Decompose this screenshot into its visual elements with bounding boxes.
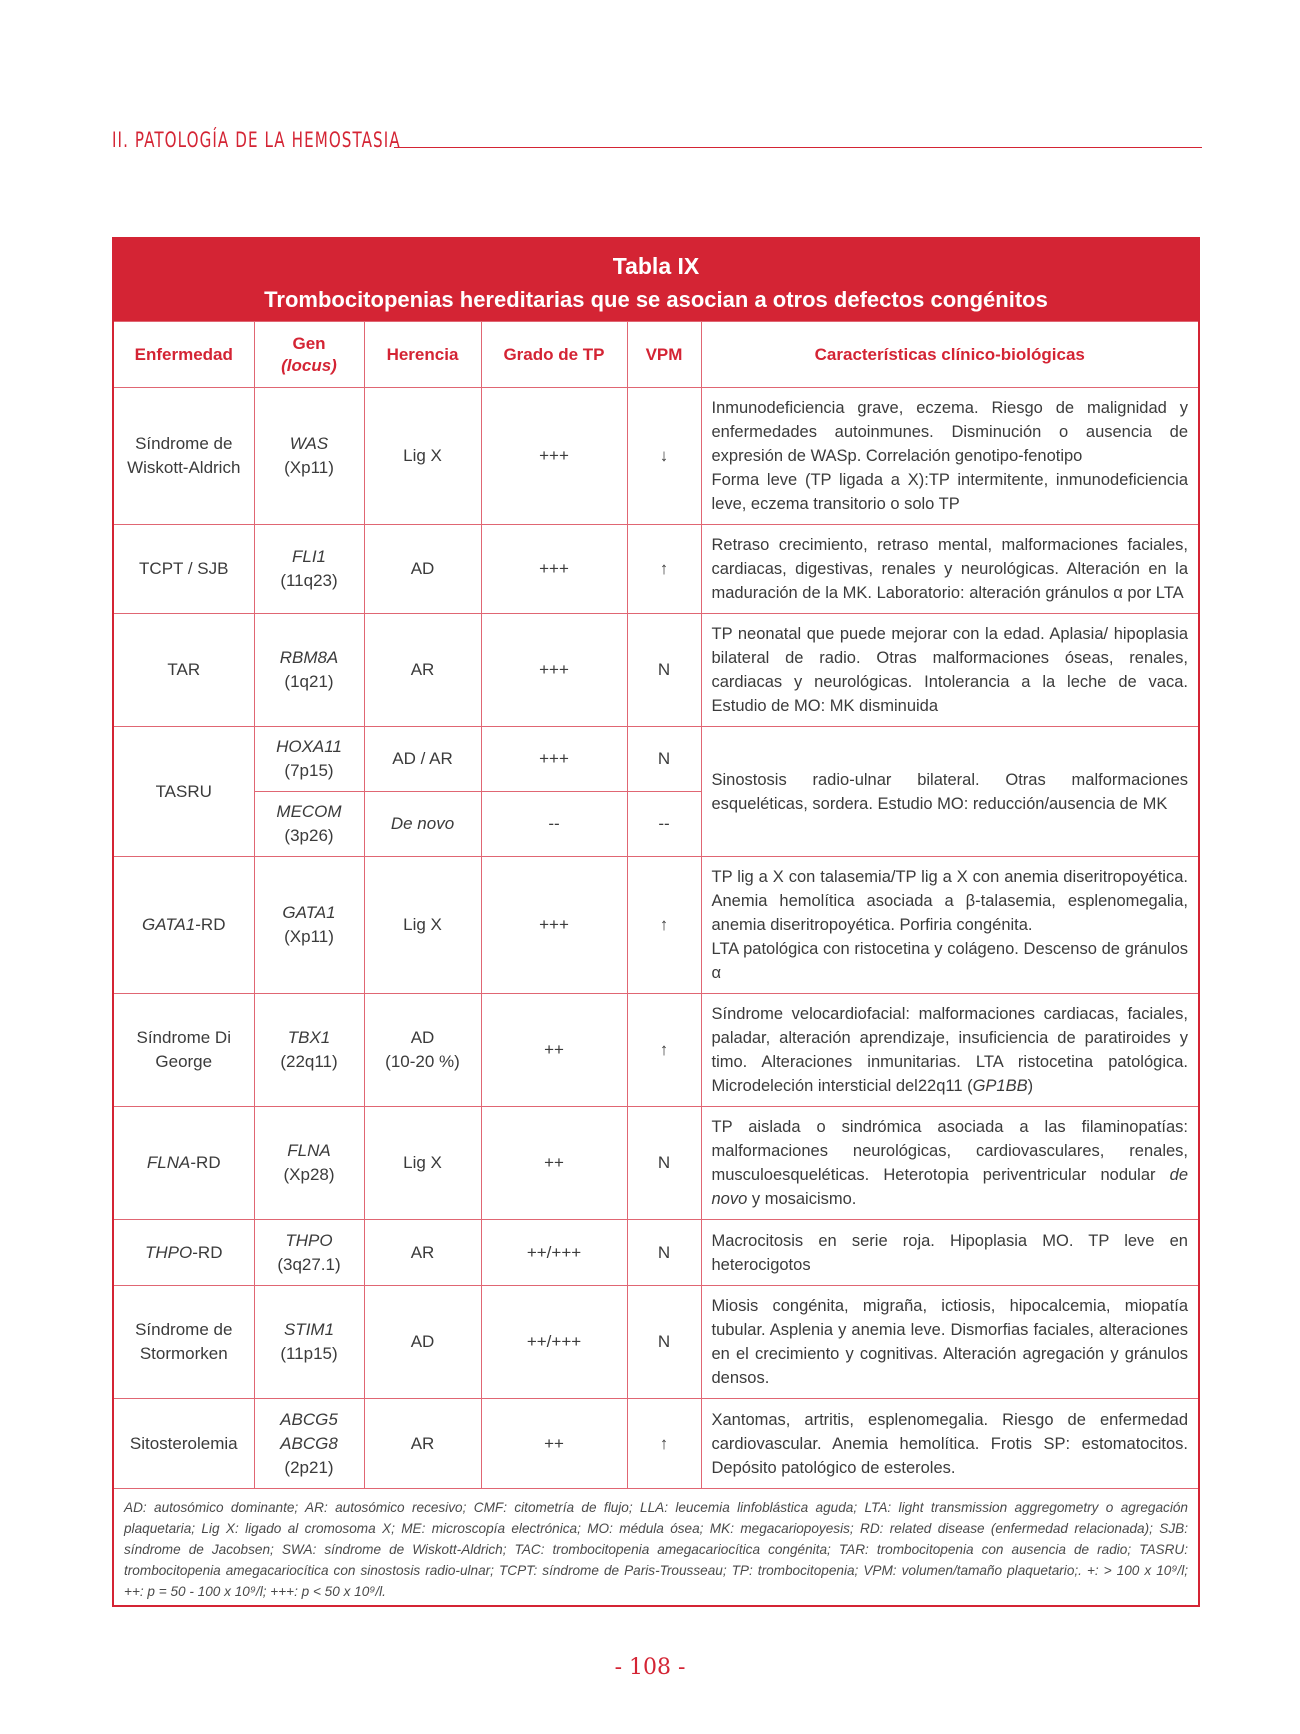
table-footnote: AD: autosómico dominante; AR: autosómico recesivo; CMF: citometría de flujo; LLA: leucemia linfoblástica aguda; LTA: light transmission aggregometry o agregación plaquetaria; Lig X: ligado al cromosoma X; ME: microscopía electrónica; MO: médula ósea; MK: megacariopoyesis; RD: related disease (enfermedad relacionada); SJB: síndrome de Jacobsen; SWA: síndrome de Wiskott-Aldrich; TAC: trombocitopenia amegacariocítica congénita; TAR: trombocitopenia con ausencia de radio; TASRU: trombocitopenia amegacariocítica con sinostosis radio-ulnar; TCPT: síndrome de Paris-Trousseau; TP: trombocitopenia; VPM: volumen/tamaño plaquetario;. +: > 100 x 10⁹/l; ++: p = 50 - 100 x 10⁹/l; +++: p < 50 x 10⁹/l. bbox=[124, 1500, 1188, 1599]
cell-desc: Síndrome velocardiofacial: malformaciones cardiacas, faciales, paladar, alteración aprendizaje, insuficiencia de paratiroides y timo. Alteraciones inmunitarias. LTA ristocetina patológica. Microdeleción intersticial del22q11 (GP1BB) bbox=[701, 994, 1198, 1107]
desc-gene: GP1BB bbox=[972, 1077, 1028, 1095]
section-title: II. PATOLOGÍA DE LA HEMOSTASIA bbox=[112, 128, 401, 152]
cell-vpm: -- bbox=[627, 792, 701, 857]
cell-gen bbox=[254, 1286, 364, 1399]
gene-name: GATA1 bbox=[282, 903, 336, 922]
running-head bbox=[112, 122, 1202, 152]
cell-desc: Miosis congénita, migraña, ictiosis, hipocalcemia, miopatía tubular. Asplenia y anemia leve. Dismorfias faciales, alteraciones en el crecimiento y cognitivas. Alteración agregación y gránulos densos. bbox=[701, 1286, 1198, 1399]
cell-grado: +++ bbox=[481, 727, 627, 792]
gene-locus: (Xp11) bbox=[284, 458, 334, 477]
disease-gene: THPO bbox=[145, 1242, 193, 1262]
table-row bbox=[114, 727, 1198, 792]
table-row bbox=[114, 388, 1198, 525]
gene-locus: (Xp11) bbox=[284, 927, 334, 946]
cell-enfermedad bbox=[114, 857, 254, 994]
herencia-percent: (10-20 %) bbox=[385, 1052, 460, 1071]
cell-gen bbox=[254, 1399, 364, 1489]
cell-grado: ++ bbox=[481, 1107, 627, 1220]
col-caracteristicas: Características clínico-biológicas bbox=[701, 322, 1198, 388]
col-gen bbox=[254, 322, 364, 388]
herencia-value: AD bbox=[410, 1028, 435, 1047]
col-enfermedad: Enfermedad bbox=[114, 322, 254, 388]
table-row bbox=[114, 1399, 1198, 1489]
header-row bbox=[114, 322, 1198, 388]
gene-name: THPO bbox=[285, 1230, 333, 1250]
cell-enfermedad: Sitosterolemia bbox=[114, 1399, 254, 1489]
cell-vpm: ↑ bbox=[627, 857, 701, 994]
cell-gen bbox=[254, 614, 364, 727]
cell-gen bbox=[254, 857, 364, 994]
table-header-banner bbox=[114, 239, 1198, 321]
col-gen-sub: (locus) bbox=[281, 355, 337, 375]
cell-herencia: Lig X bbox=[364, 388, 481, 525]
col-gen-label: Gen bbox=[292, 333, 326, 353]
cell-gen bbox=[254, 994, 364, 1107]
gene-name: HOXA11 bbox=[276, 737, 342, 756]
cell-vpm: ↑ bbox=[627, 525, 701, 614]
gene-locus: (3p26) bbox=[284, 826, 334, 845]
gene-locus: (22q11) bbox=[280, 1052, 338, 1071]
disease-gene: FLNA bbox=[146, 1153, 191, 1172]
gene-name: RBM8A bbox=[279, 648, 339, 667]
table-row bbox=[114, 994, 1198, 1107]
cell-vpm: ↓ bbox=[627, 388, 701, 525]
cell-herencia: AD / AR bbox=[364, 727, 481, 792]
col-grado: Grado de TP bbox=[481, 322, 627, 388]
disease-gene: GATA1 bbox=[142, 915, 196, 934]
cell-vpm: N bbox=[627, 1220, 701, 1286]
desc-end: y mosaicismo. bbox=[751, 1190, 857, 1208]
cell-desc bbox=[701, 1107, 1198, 1220]
cell-desc: Retraso crecimiento, retraso mental, malformaciones faciales, cardiacas, digestivas, renales y neurológicas. Alteración en la maduración de la MK. Laboratorio: alteración gránulos α por LTA bbox=[701, 525, 1198, 614]
page-number: - 108 - bbox=[614, 1655, 686, 1680]
desc-text-2: LTA patológica con ristocetina y colágeno. Descenso de gránulos α bbox=[711, 940, 1188, 982]
cell-vpm: N bbox=[627, 614, 701, 727]
cell-gen bbox=[254, 792, 364, 857]
cell-vpm: N bbox=[627, 1107, 701, 1220]
cell-grado: -- bbox=[481, 792, 627, 857]
desc-text: Síndrome velocardiofacial: malformaciones cardiacas, faciales, paladar, alteración aprendizaje, insuficiencia de paratiroides y timo. Alteraciones inmunitarias. LTA ristocetina patológica. Microdeleción intersticial del22q11 bbox=[711, 1005, 1188, 1095]
data-table bbox=[114, 321, 1198, 1489]
cell-herencia: Lig X bbox=[364, 1107, 481, 1220]
cell-herencia: AR bbox=[364, 1399, 481, 1489]
table-ix bbox=[112, 237, 1200, 1607]
gene-name: STIM1 bbox=[283, 1320, 335, 1339]
cell-enfermedad: Síndrome Di George bbox=[114, 994, 254, 1107]
col-vpm: VPM bbox=[627, 322, 701, 388]
desc-text-2: Forma leve (TP ligada a X):TP intermitente, inmunodeficiencia leve, eczema transitorio o solo TP bbox=[711, 471, 1188, 513]
desc-italic: de novo bbox=[711, 1166, 1188, 1208]
cell-enfermedad: Síndrome de Stormorken bbox=[114, 1286, 254, 1399]
cell-desc: Macrocitosis en serie roja. Hipoplasia MO. TP leve en heterocigotos bbox=[701, 1220, 1198, 1286]
cell-grado: ++/+++ bbox=[481, 1286, 627, 1399]
cell-grado: ++ bbox=[481, 994, 627, 1107]
disease-suffix: -RD bbox=[190, 1153, 221, 1172]
gene-name: WAS bbox=[289, 434, 329, 453]
table-row bbox=[114, 614, 1198, 727]
cell-gen bbox=[254, 525, 364, 614]
header-rule bbox=[394, 147, 1202, 148]
cell-gen bbox=[254, 1107, 364, 1220]
gene-locus: (7p15) bbox=[284, 761, 334, 780]
col-herencia: Herencia bbox=[364, 322, 481, 388]
cell-enfermedad bbox=[114, 1107, 254, 1220]
cell-grado: +++ bbox=[481, 388, 627, 525]
cell-enfermedad bbox=[114, 1220, 254, 1286]
disease-suffix: -RD bbox=[195, 915, 226, 934]
cell-herencia bbox=[364, 994, 481, 1107]
gene-name: TBX1 bbox=[287, 1028, 331, 1047]
cell-grado: +++ bbox=[481, 614, 627, 727]
cell-vpm: ↑ bbox=[627, 1399, 701, 1489]
gene-name: FLI1 bbox=[291, 547, 327, 566]
cell-herencia: De novo bbox=[364, 792, 481, 857]
cell-gen bbox=[254, 1220, 364, 1286]
gene-locus: (2p21) bbox=[284, 1457, 334, 1477]
gene-locus: (Xp28) bbox=[283, 1165, 335, 1184]
cell-gen bbox=[254, 388, 364, 525]
cell-herencia: AD bbox=[364, 525, 481, 614]
gene-name: ABCG5 bbox=[280, 1409, 338, 1429]
cell-desc: Xantomas, artritis, esplenomegalia. Riesgo de enfermedad cardiovascular. Anemia hemolítica. Frotis SP: estomatocitos. Depósito patológico de esteroles. bbox=[701, 1399, 1198, 1489]
cell-grado: +++ bbox=[481, 857, 627, 994]
gene-locus: (3q27.1) bbox=[277, 1254, 341, 1274]
disease-suffix: -RD bbox=[192, 1242, 223, 1262]
table-row bbox=[114, 525, 1198, 614]
cell-herencia: Lig X bbox=[364, 857, 481, 994]
cell-herencia: AR bbox=[364, 614, 481, 727]
cell-enfermedad: TASRU bbox=[114, 727, 254, 857]
gene-locus: (11p15) bbox=[280, 1344, 338, 1363]
gene-locus: (1q21) bbox=[284, 672, 334, 691]
table-row bbox=[114, 1220, 1198, 1286]
gene-name-2: ABCG8 bbox=[280, 1433, 338, 1453]
cell-herencia: AD bbox=[364, 1286, 481, 1399]
cell-enfermedad: Síndrome de Wiskott-Aldrich bbox=[114, 388, 254, 525]
gene-name: FLNA bbox=[287, 1141, 331, 1160]
desc-text: TP lig a X con talasemia/TP lig a X con anemia diseritropoyética. Anemia hemolítica asociada a β-talasemia, esplenomegalia, anemia diseritropoyética. Porfiria congénita. bbox=[711, 868, 1188, 934]
cell-herencia: AR bbox=[364, 1220, 481, 1286]
cell-desc bbox=[701, 857, 1198, 994]
cell-enfermedad: TAR bbox=[114, 614, 254, 727]
cell-grado: ++ bbox=[481, 1399, 627, 1489]
cell-vpm: N bbox=[627, 727, 701, 792]
cell-grado: ++/+++ bbox=[481, 1220, 627, 1286]
table-title: Tabla IX bbox=[612, 253, 700, 279]
table-row bbox=[114, 857, 1198, 994]
table-row bbox=[114, 1286, 1198, 1399]
cell-enfermedad: TCPT / SJB bbox=[114, 525, 254, 614]
cell-desc: TP neonatal que puede mejorar con la edad. Aplasia/ hipoplasia bilateral de radio. Otras malformaciones óseas, renales, cardiacas y neurológicas. Intolerancia a la leche de vaca. Estudio de MO: MK disminuida bbox=[701, 614, 1198, 727]
cell-desc bbox=[701, 388, 1198, 525]
table-subtitle: Trombocitopenias hereditarias que se asocian a otros defectos congénitos bbox=[264, 287, 1048, 312]
cell-gen bbox=[254, 727, 364, 792]
desc-text: TP aislada o sindrómica asociada a las filaminopatías: malformaciones neurológicas, cardiovasculares, renales, musculoesqueléticas. Heterotopia periventricular nodular bbox=[711, 1118, 1188, 1184]
cell-vpm: N bbox=[627, 1286, 701, 1399]
gene-locus: (11q23) bbox=[280, 571, 338, 590]
cell-desc: Sinostosis radio-ulnar bilateral. Otras malformaciones esqueléticas, sordera. Estudio MO: reducción/ausencia de MK bbox=[701, 727, 1198, 857]
desc-text: Inmunodeficiencia grave, eczema. Riesgo de malignidad y enfermedades autoinmunes. Disminución o ausencia de expresión de WASp. Correlación genotipo-fenotipo bbox=[711, 399, 1188, 465]
gene-name: MECOM bbox=[276, 802, 342, 821]
cell-grado: +++ bbox=[481, 525, 627, 614]
cell-vpm: ↑ bbox=[627, 994, 701, 1107]
table-row bbox=[114, 1107, 1198, 1220]
